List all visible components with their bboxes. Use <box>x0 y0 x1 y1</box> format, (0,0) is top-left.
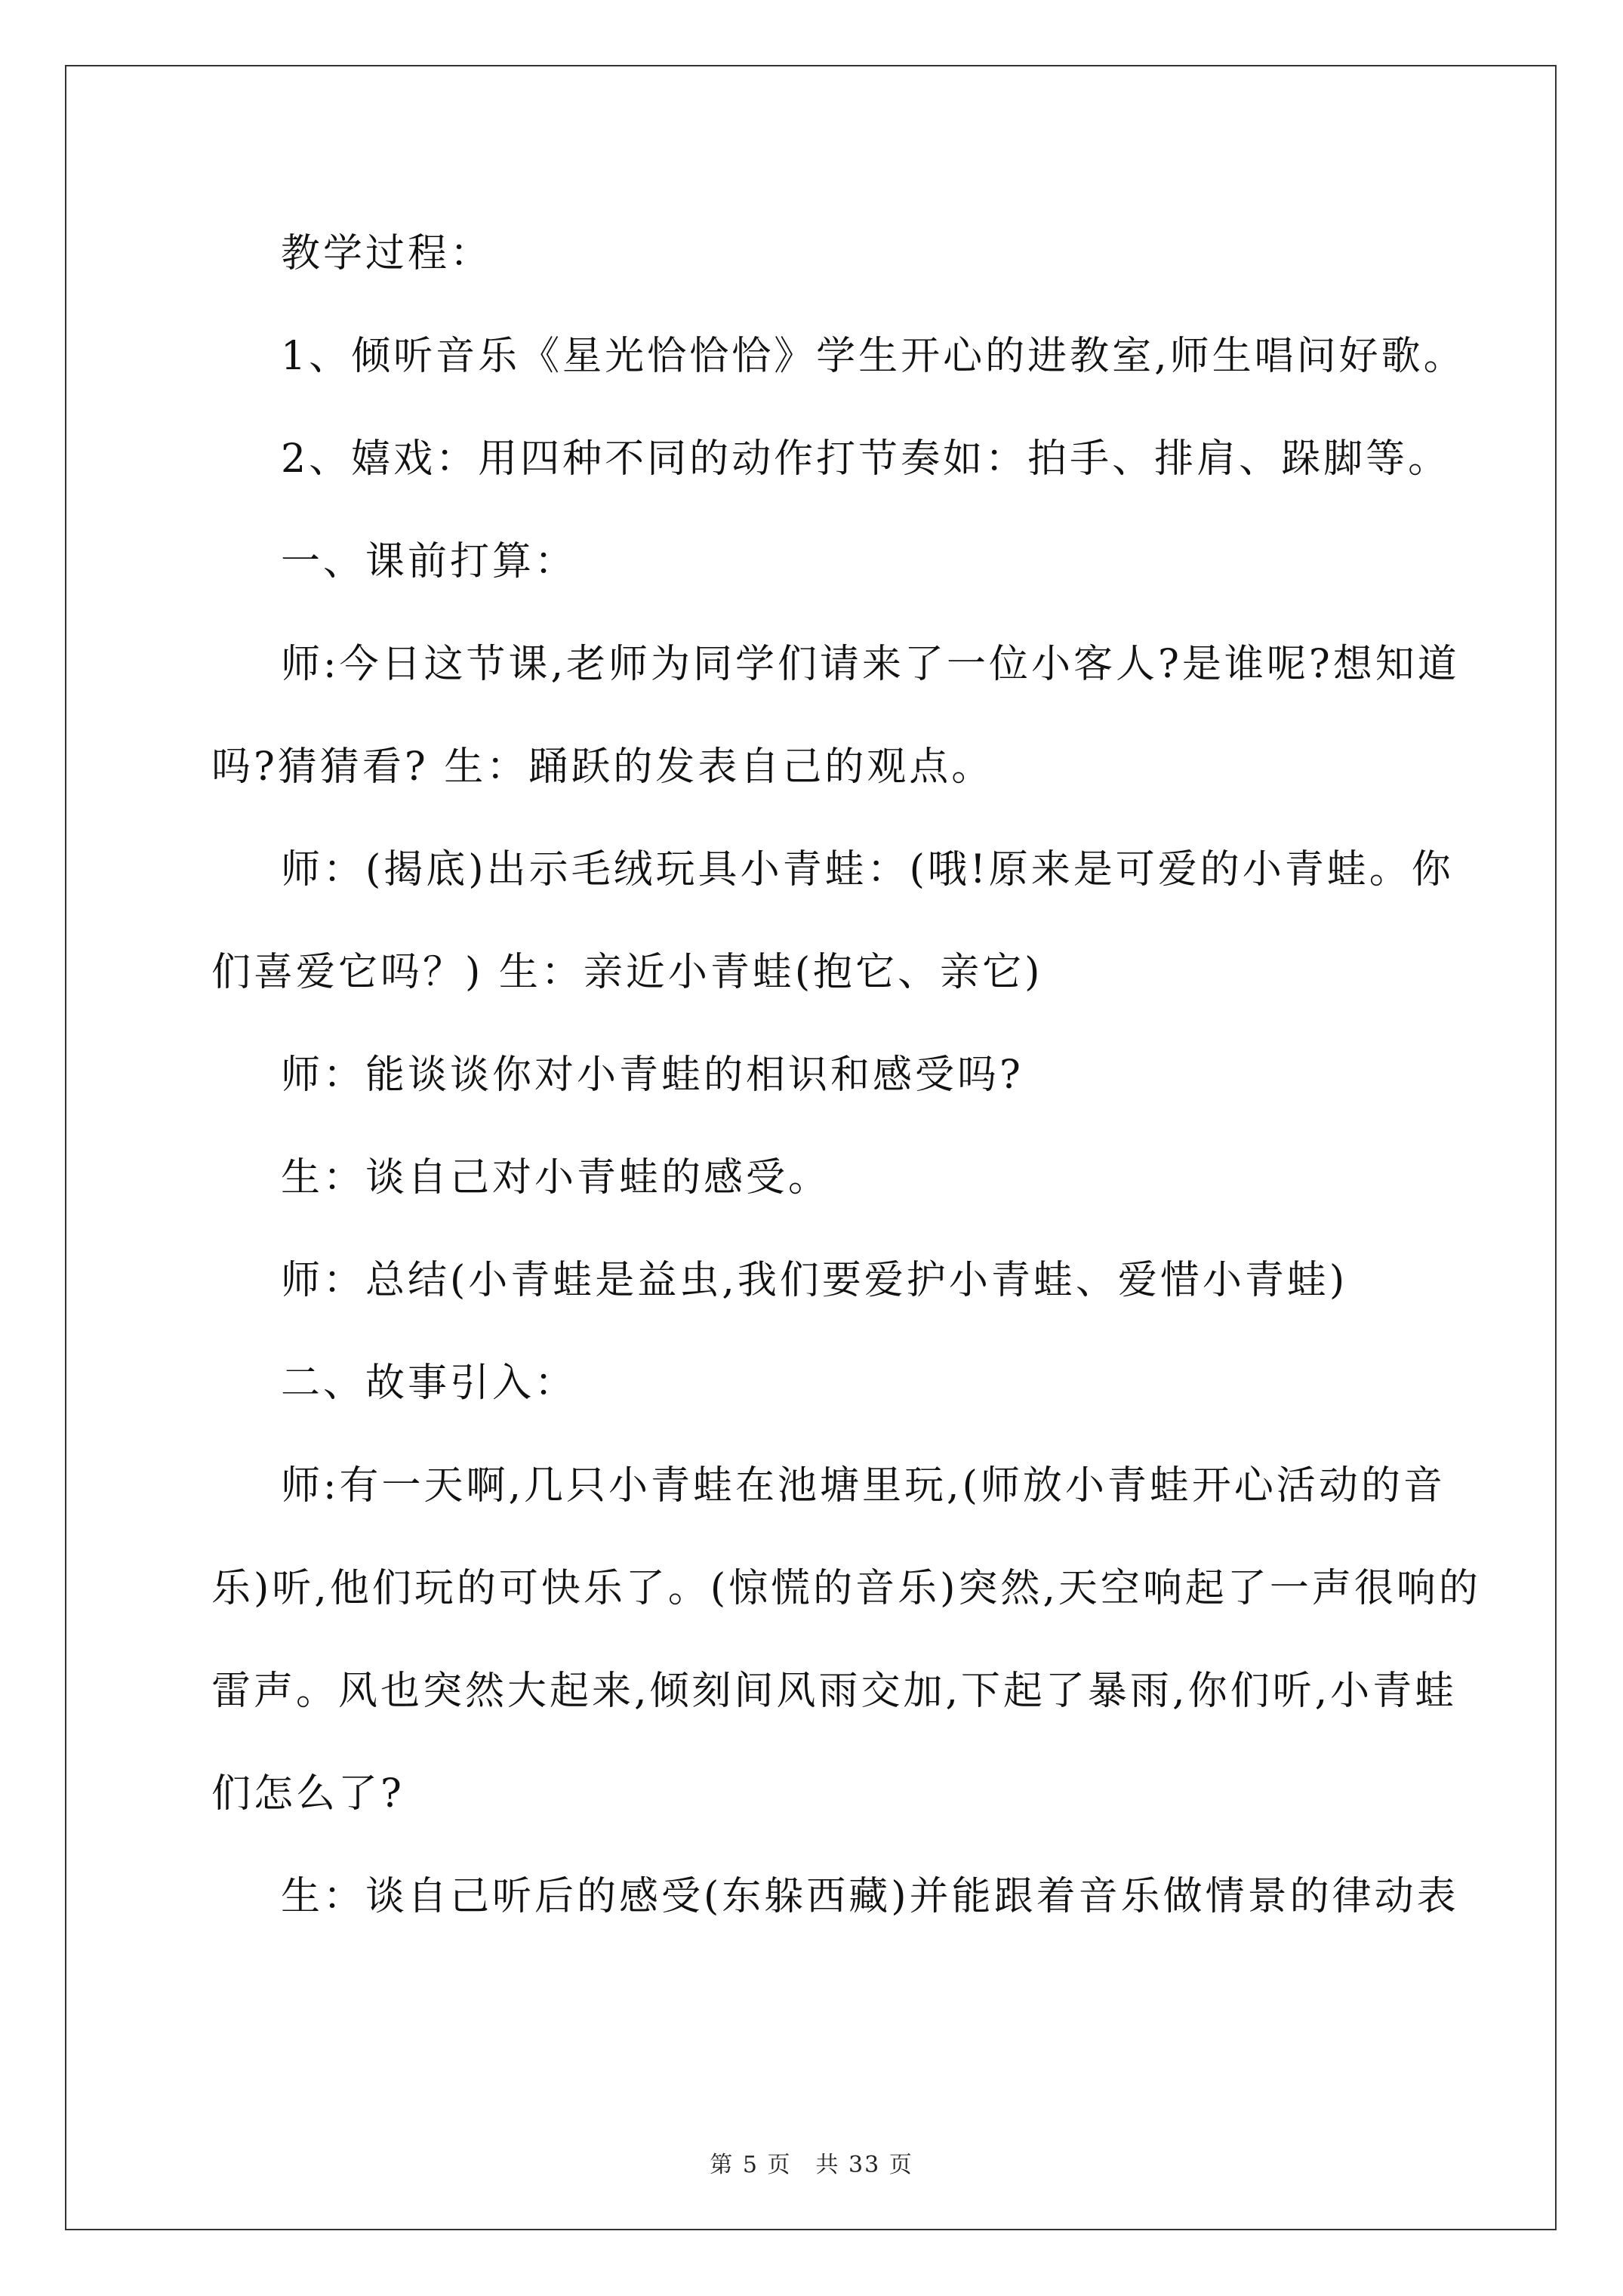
paragraph: 师：总结(小青蛙是益虫,我们要爱护小青蛙、爱惜小青蛙) <box>281 1258 1348 1303</box>
paragraph: 二、故事引入： <box>281 1361 577 1406</box>
paragraph-continuation: 乐)听,他们玩的可快乐了。(惊慌的音乐)突然,天空响起了一声很响的 <box>211 1566 1481 1611</box>
paragraph: 师:今日这节课,老师为同学们请来了一位小客人?是谁呢?想知道 <box>281 642 1460 687</box>
paragraph-continuation: 吗?猜猜看? 生：踊跃的发表自己的观点。 <box>211 744 994 790</box>
paragraph-continuation: 们喜爱它吗？) 生：亲近小青蛙(抱它、亲它) <box>211 950 1043 995</box>
paragraph: 教学过程： <box>281 231 493 276</box>
paragraph: 师:有一天啊,几只小青蛙在池塘里玩,(师放小青蛙开心活动的音 <box>281 1463 1446 1509</box>
paragraph-continuation: 雷声。风也突然大起来,倾刻间风雨交加,下起了暴雨,你们听,小青蛙 <box>211 1669 1458 1714</box>
page-number-footer: 第 5 页 共 33 页 <box>710 2152 913 2178</box>
paragraph: 2、嬉戏：用四种不同的动作打节奏如：拍手、排肩、跺脚等。 <box>281 436 1451 482</box>
paragraph: 生：谈自己听后的感受(东躲西藏)并能跟着音乐做情景的律动表 <box>281 1874 1459 1919</box>
paragraph: 1、倾听音乐《星光恰恰恰》学生开心的进教室,师生唱问好歌。 <box>281 334 1466 379</box>
paragraph: 师：(揭底)出示毛绒玩具小青蛙：(哦!原来是可爱的小青蛙。你 <box>281 847 1454 892</box>
paragraph: 一、课前打算： <box>281 539 577 584</box>
paragraph: 生：谈自己对小青蛙的感受。 <box>281 1155 831 1200</box>
paragraph: 师：能谈谈你对小青蛙的相识和感受吗? <box>281 1052 1024 1098</box>
paragraph-continuation: 们怎么了? <box>211 1771 405 1817</box>
